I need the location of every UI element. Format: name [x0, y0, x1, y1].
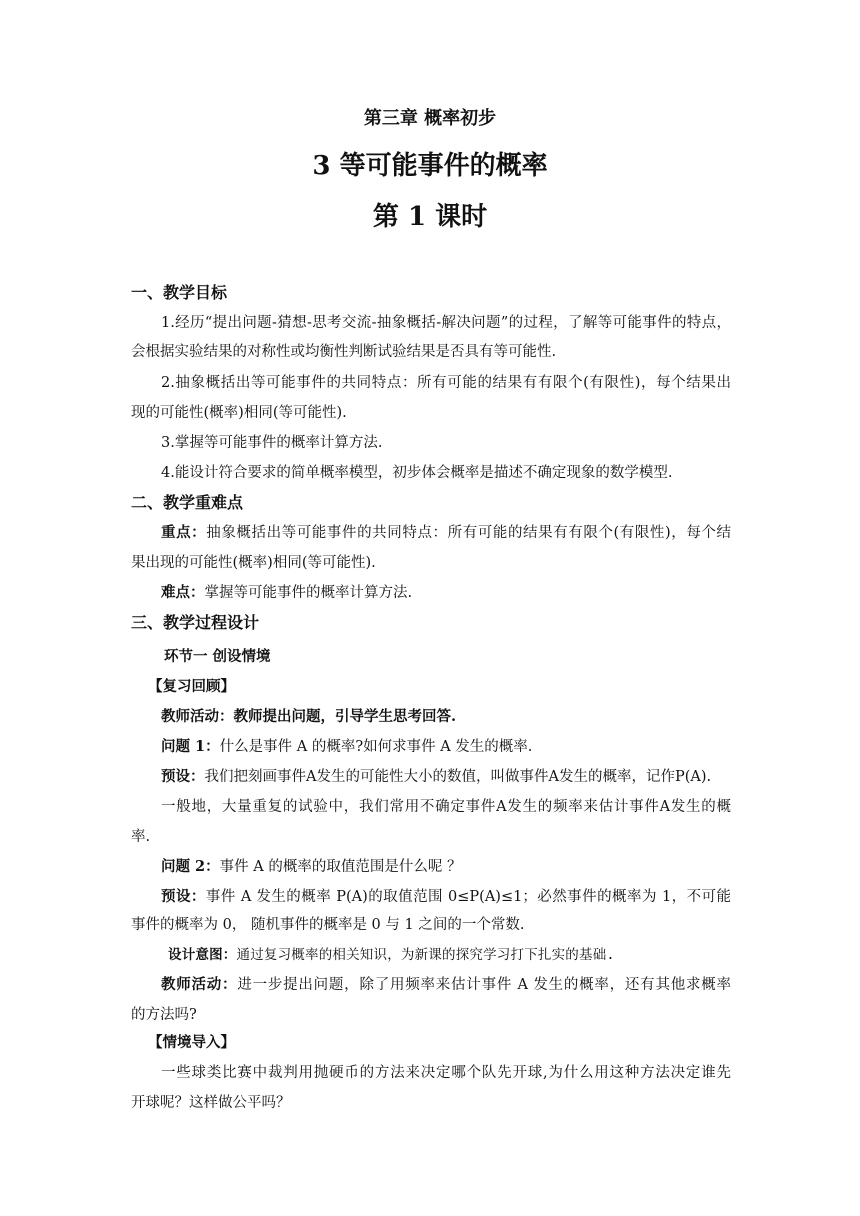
section-1-heading: 一、教学目标 [131, 283, 228, 302]
question-1-text: 什么是事件 A 的概率?如何求事件 A 发生的概率. [219, 739, 533, 755]
preset-1-text: 我们把刻画事件A发生的可能性大小的数值，叫做事件A发生的概率，记作P(A). [204, 769, 712, 785]
question-2-text: 事件 A 的概率的取值范围是什么呢 ？ [219, 859, 462, 875]
scenario-heading: 【情境导入】 [148, 1034, 235, 1051]
preset-2-label: 预设： [161, 888, 206, 905]
preset-2-line-1 [161, 886, 731, 908]
chapter-title: 第三章 概率初步 [363, 108, 497, 129]
goal-1-line-1: 1.经历“提出问题-猜想-思考交流-抽象概括-解决问题”的过程，了解等可能事件的特点， [161, 315, 731, 331]
preset-1-label: 预设： [161, 768, 205, 785]
stage-1-heading: 环节一 创设情境 [164, 648, 271, 665]
question-1-label: 问题 1： [161, 738, 220, 755]
design-intent-text: 通过复习概率的相关知识，为新课的探究学习打下扎实的基础. [236, 947, 615, 963]
teacher-activity-2-line-1 [161, 974, 731, 996]
question-2 [161, 856, 731, 878]
teacher-activity-2-line-2: 的方法吗? [131, 1007, 197, 1023]
section-2-heading: 二、教学重难点 [131, 493, 244, 512]
difficulty-text: 掌握等可能事件的概率计算方法. [204, 585, 413, 601]
period-title: 第 1 课时 [372, 202, 488, 232]
goal-2-line-2: 现的可能性(概率)相同(等可能性). [131, 405, 347, 421]
design-intent-label: 设计意图： [168, 947, 237, 963]
goal-4: 4.能设计符合要求的简单概率模型，初步体会概率是描述不确定现象的数学模型. [161, 465, 673, 481]
goal-2-line-1: 2.抽象概括出等可能事件的共同特点：所有可能的结果有有限个(有限性)，每个结果出 [161, 375, 731, 391]
question-2-label: 问题 2： [161, 858, 220, 875]
key-point-line-2: 果出现的可能性(概率)相同(等可能性). [131, 555, 376, 571]
scenario-line-1: 一些球类比赛中裁判用抛硬币的方法来决定哪个队先开球,为什么用这种方法决定谁先 [161, 1065, 731, 1081]
key-point-label: 重点： [161, 524, 207, 541]
goal-3: 3.掌握等可能事件的概率计算方法. [161, 435, 383, 451]
teacher-activity-2-text: 进一步提出问题，除了用频率来估计事件 A 发生的概率，还有其他求概率 [237, 977, 732, 993]
question-1 [161, 736, 731, 758]
design-intent [168, 944, 768, 966]
preset-1b-line-2: 率. [131, 829, 151, 845]
goal-1-line-2: 会根据实验结果的对称性或均衡性判断试验结果是否具有等可能性. [131, 344, 557, 360]
review-heading: 【复习回顾】 [148, 678, 235, 695]
teacher-activity-1: 教师活动：教师提出问题，引导学生思考回答. [161, 708, 457, 725]
difficulty-line [161, 582, 731, 604]
lesson-title: 3 等可能事件的概率 [312, 151, 548, 181]
preset-2-text: 事件 A 发生的概率 P(A)的取值范围 0≤P(A)≤1；必然事件的概率为 1，不可能 [205, 889, 732, 905]
key-point-text: 抽象概括出等可能事件的共同特点：所有可能的结果有有限个(有限性)，每个结 [206, 525, 732, 541]
section-3-heading: 三、教学过程设计 [131, 613, 260, 632]
preset-1b-line-1: 一般地，大量重复的试验中，我们常用不确定事件A发生的频率来估计事件A发生的概 [161, 799, 731, 815]
difficulty-label: 难点： [161, 584, 205, 601]
preset-1 [161, 766, 731, 788]
scenario-line-2: 开球呢？这样做公平吗？ [131, 1095, 291, 1111]
key-point-line-1 [161, 522, 731, 544]
preset-2-line-2: 事件的概率为 0， 随机事件的概率是 0 与 1 之间的一个常数. [131, 917, 525, 933]
teacher-activity-2-label: 教师活动： [161, 976, 238, 993]
